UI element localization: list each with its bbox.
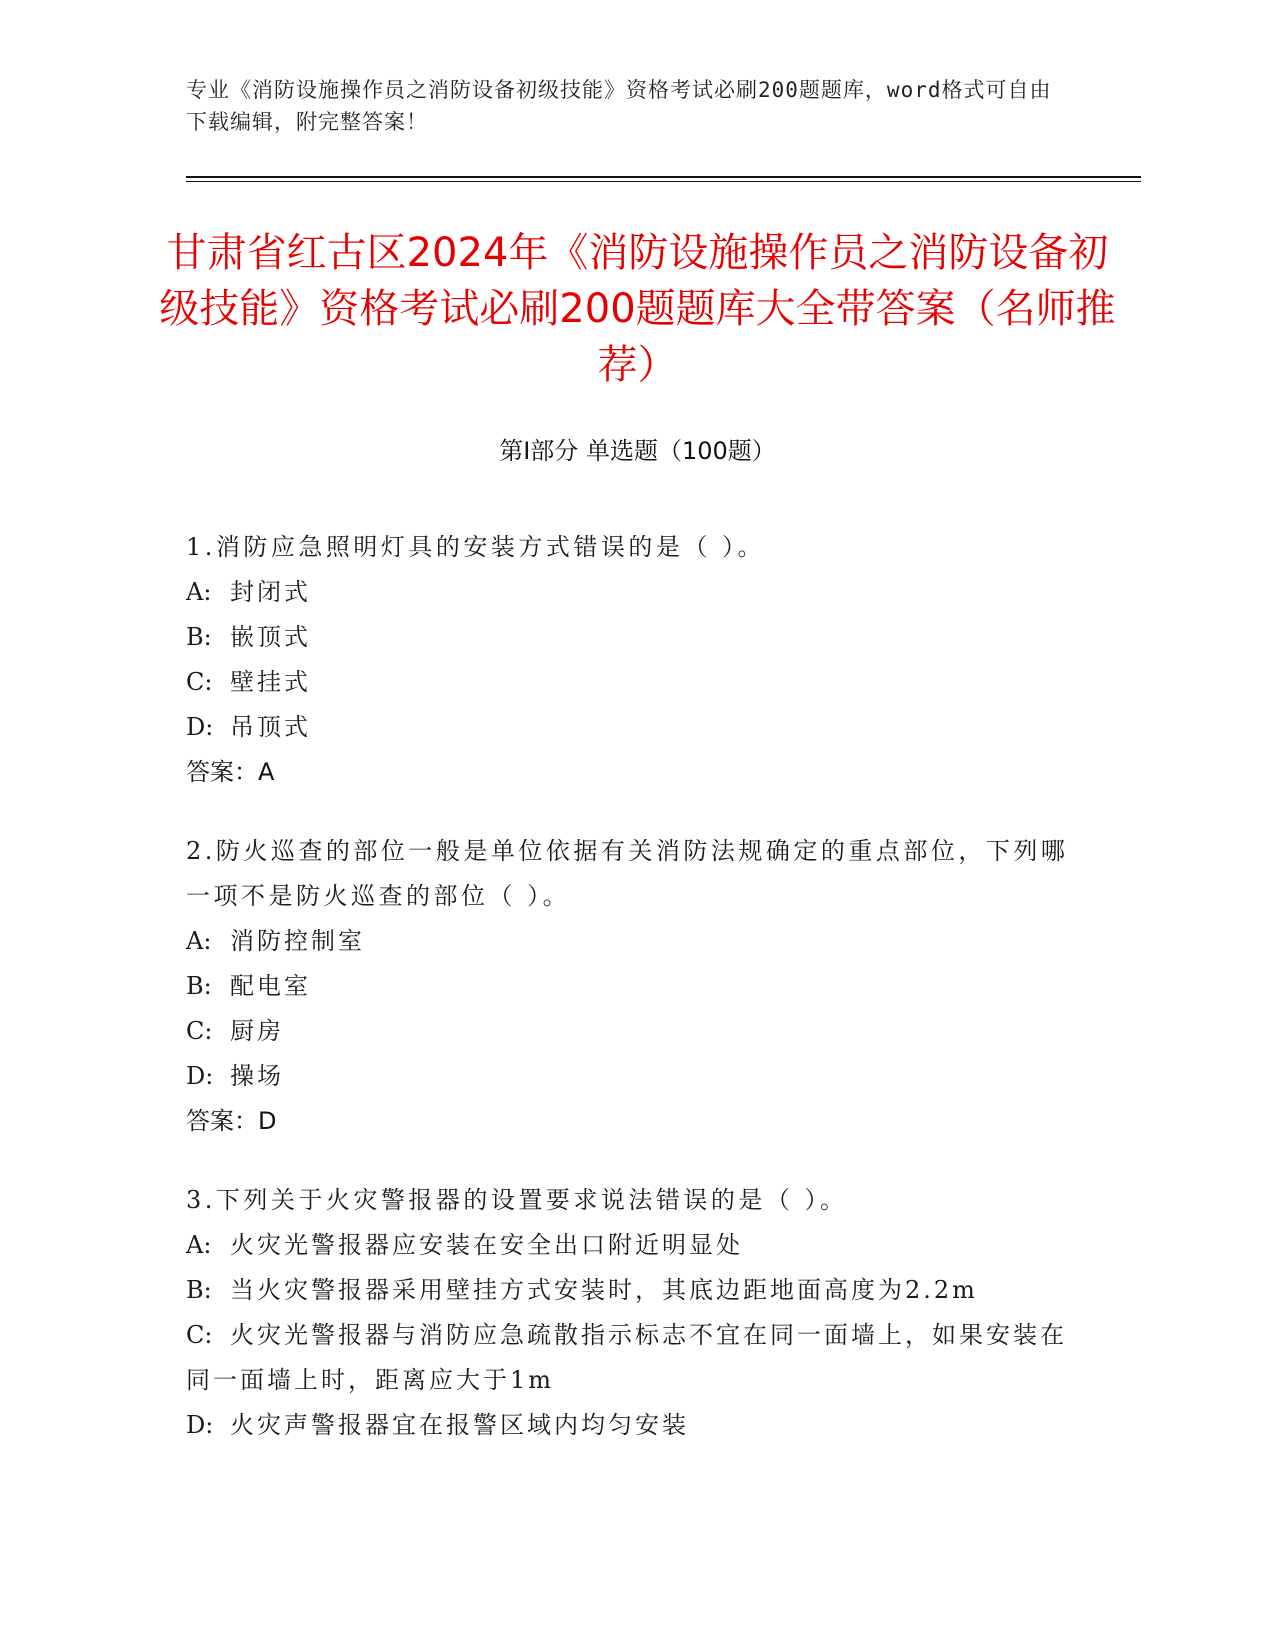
option-text: 火灾光警报器与消防应急疏散指示标志不宜在同一面墙上，如果安装在同一面墙上时，距离应大于1m — [186, 1321, 1067, 1394]
question-2 — [186, 829, 1086, 1144]
option-letter: A: — [186, 927, 212, 955]
option-letter: C: — [186, 668, 213, 696]
option-letter: B: — [186, 1276, 212, 1304]
option-letter: A: — [186, 1231, 212, 1259]
option-text: 配电室 — [230, 972, 311, 1000]
option-c — [186, 1009, 1086, 1054]
option-text: 操场 — [230, 1062, 284, 1090]
option-letter: C: — [186, 1017, 213, 1045]
option-a — [186, 919, 1086, 964]
header-note: 专业《消防设施操作员之消防设备初级技能》资格考试必刷200题题库，word格式可自由下载编辑，附完整答案！ — [186, 78, 1052, 134]
option-d — [186, 705, 1086, 750]
option-c — [186, 1313, 1086, 1403]
document-title: 甘肃省红古区2024年《消防设施操作员之消防设备初级技能》资格考试必刷200题题库大全带答案（名师推荐） — [159, 230, 1116, 388]
header-divider-thin — [186, 181, 1141, 182]
question-stem: 3.下列关于火灾警报器的设置要求说法错误的是（ ）。 — [186, 1186, 848, 1214]
section-title: 第I部分 单选题（100题） — [499, 437, 776, 465]
question-stem: 1.消防应急照明灯具的安装方式错误的是（ ）。 — [186, 533, 766, 561]
question-list — [186, 525, 1086, 1482]
answer-line: 答案：D — [186, 1107, 277, 1135]
option-b — [186, 615, 1086, 660]
option-b — [186, 1268, 1086, 1313]
option-letter: C: — [186, 1321, 213, 1349]
option-text: 封闭式 — [230, 578, 311, 606]
option-c — [186, 660, 1086, 705]
option-text: 火灾声警报器宜在报警区域内均匀安装 — [230, 1411, 689, 1439]
answer-line: 答案：A — [186, 758, 275, 786]
option-text: 吊顶式 — [230, 713, 311, 741]
header-divider-thick — [186, 176, 1141, 178]
option-text: 当火灾警报器采用壁挂方式安装时，其底边距地面高度为2.2m — [230, 1276, 978, 1304]
option-letter: B: — [186, 623, 212, 651]
option-letter: D: — [186, 713, 214, 741]
option-letter: D: — [186, 1062, 214, 1090]
option-letter: A: — [186, 578, 212, 606]
option-b — [186, 964, 1086, 1009]
option-letter: D: — [186, 1411, 214, 1439]
option-text: 壁挂式 — [230, 668, 311, 696]
question-stem: 2.防火巡查的部位一般是单位依据有关消防法规确定的重点部位，下列哪一项不是防火巡查的部位（ ）。 — [186, 837, 1069, 910]
option-d — [186, 1054, 1086, 1099]
question-3 — [186, 1178, 1086, 1448]
question-1 — [186, 525, 1086, 795]
option-text: 火灾光警报器应安装在安全出口附近明显处 — [230, 1231, 743, 1259]
option-letter: B: — [186, 972, 212, 1000]
option-d — [186, 1403, 1086, 1448]
option-text: 消防控制室 — [230, 927, 365, 955]
option-a — [186, 1223, 1086, 1268]
option-a — [186, 570, 1086, 615]
option-text: 厨房 — [230, 1017, 284, 1045]
option-text: 嵌顶式 — [230, 623, 311, 651]
